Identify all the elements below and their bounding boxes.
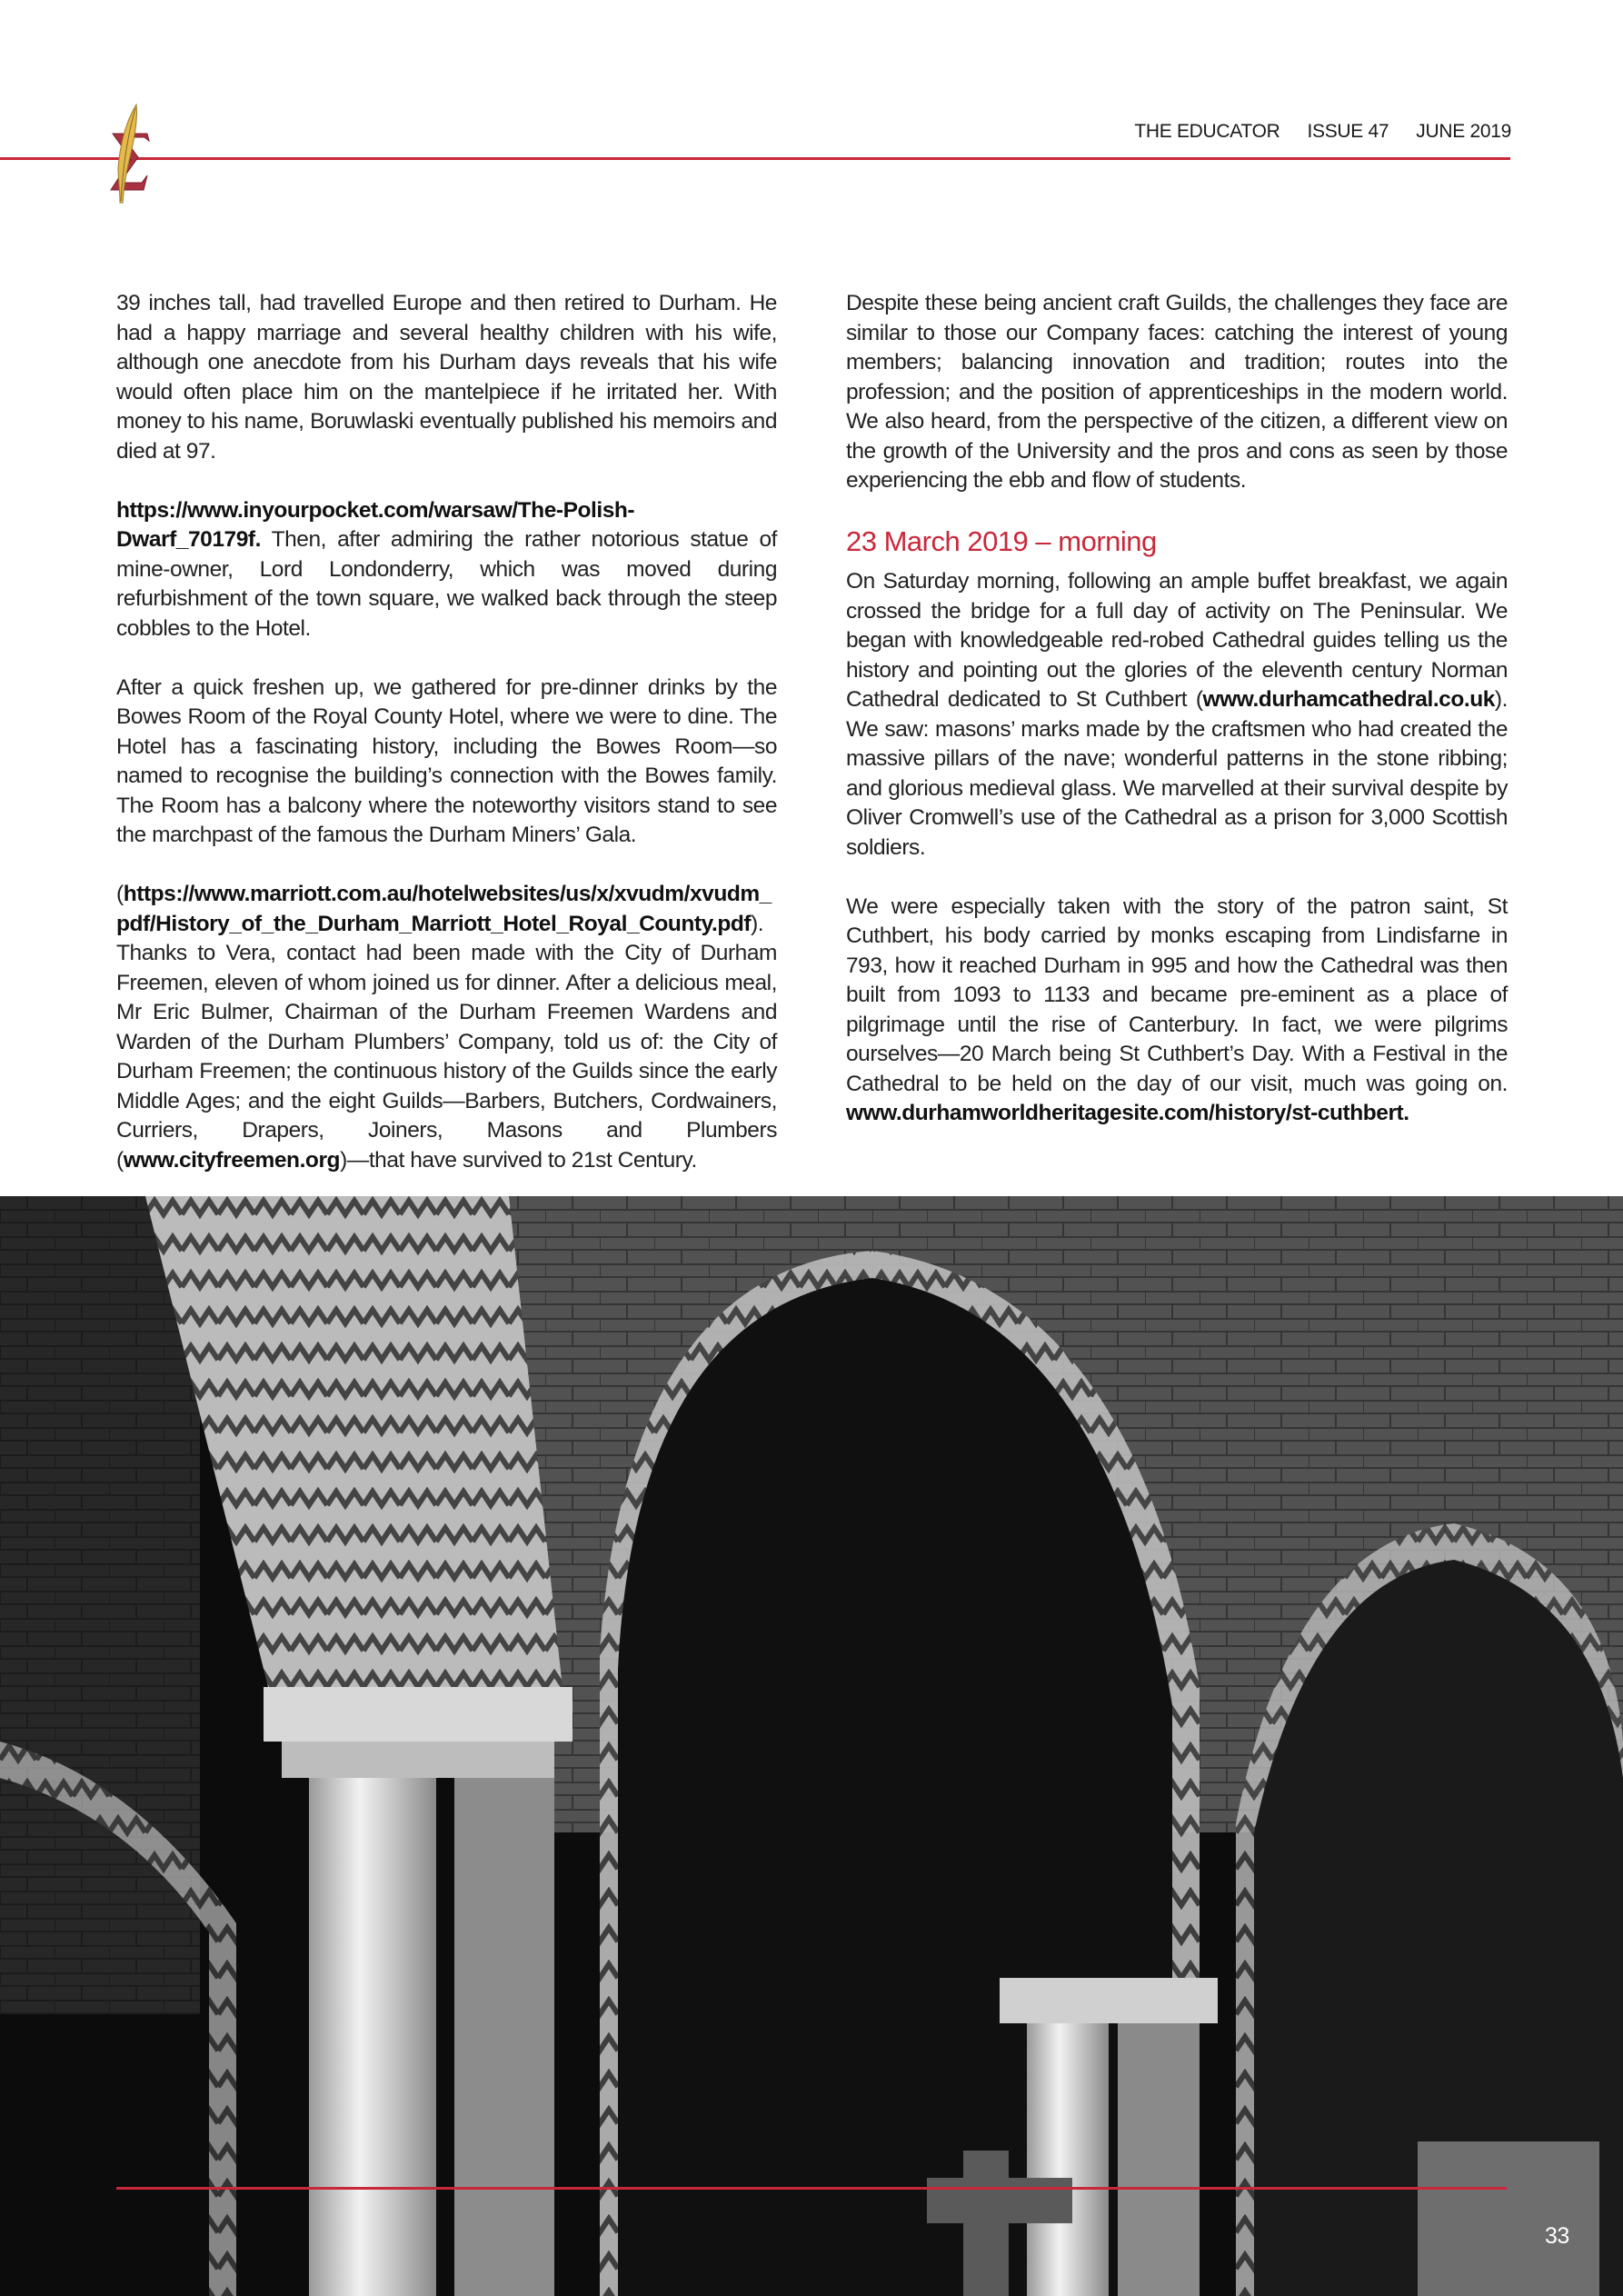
link-marriott-history[interactable]: https://www.marriott.com.au/hotelwebsites/us/x/xvudm/xvudm_pdf/History_of_the_Durham_Marriott_Hotel_Royal_County.pdf xyxy=(116,882,772,936)
footer-rule xyxy=(116,2187,1507,2190)
photo-illustration xyxy=(0,1196,1623,2296)
left-column xyxy=(116,289,777,1205)
paragraph: After a quick freshen up, we gathered for pre-dinner drinks by the Bowes Room of the Royal County Hotel, where we were to dine. The Hotel has a fascinating history, including the Bowes Room—so named to recognise the building’s connection with the Bowes family. The Room has a balcony where the noteworthy visitors stand to see the marchpast of the famous the Durham Miners’ Gala. xyxy=(116,674,777,847)
section-heading: 23 March 2019 – morning xyxy=(846,525,1157,557)
page-number: 33 xyxy=(1545,2223,1569,2249)
issue-number: ISSUE 47 xyxy=(1307,121,1389,142)
right-column xyxy=(846,289,1508,1158)
paragraph: We were especially taken with the story of the patron saint, St Cuthbert, his body carried by monks escaping from Lindisfarne in 793, how it reached Durham in 995 and how the Cathedral was then built from 1093 to 1133 and became pre-eminent as a place of pilgrimage until the rise of Canterbury. In fact, we were pilgrims ourselves—20 March being St Cuthbert’s Day. With a Festival in the Cathedral to be held on the day of our visit, much was going on. www.durhamworldheritagesite.com/history/st-cuthbert. xyxy=(846,893,1508,1125)
link-durhamworldheritage[interactable]: www.durhamworldheritagesite.com/history/st-cuthbert. xyxy=(846,1101,1409,1125)
header-rule xyxy=(0,157,1510,160)
paragraph: 39 inches tall, had travelled Europe and then retired to Durham. He had a happy marriage and several healthy children with his wife, although one anecdote from his Durham days reveals that his wife would often place him on the mantelpiece if he irritated her. With money to his name, Boruwlaski eventually published his memoirs and died at 97. xyxy=(116,291,777,464)
paragraph: (https://www.marriott.com.au/hotelwebsites/us/x/xvudm/xvudm_pdf/History_of_the_Durham_Marriott_Hotel_Royal_County.pdf). Thanks to Vera, contact had been made with the City of Durham Freemen, eleven of whom joined us for dinner. After a delicious meal, Mr Eric Bulmer, Chairman of the Durham Freemen Wardens and Warden of the Durham Plumbers’ Company, told us of: the City of Durham Freemen; the continuous history of the Guilds since the early Middle Ages; and the eight Guilds—Barbers, Butchers, Cordwainers, Curriers, Drapers, Joiners, Masons and Plumbers (www.cityfreemen.org)—that have survived to 21st Century. xyxy=(116,882,777,1173)
quill-sigma-logo-icon xyxy=(102,103,160,205)
publication-title: THE EDUCATOR xyxy=(1134,121,1280,142)
paragraph: Despite these being ancient craft Guilds, the challenges they face are similar to those our Company faces: catching the interest of young members; balancing innovation and tradition; routes into the profession; and the position of apprenticeships in the modern world. We also heard, from the perspective of the citizen, a different view on the growth of the University and the pros and cons as seen by those experiencing the ebb and flow of students. xyxy=(846,291,1508,493)
issue-date: JUNE 2019 xyxy=(1416,121,1511,142)
link-durhamcathedral[interactable]: www.durhamcathedral.co.uk xyxy=(1202,687,1495,712)
link-cityfreemen[interactable]: www.cityfreemen.org xyxy=(123,1147,341,1173)
masthead xyxy=(1134,121,1511,143)
link-inyourpocket[interactable]: https://www.inyourpocket.com/warsaw/The-Polish-Dwarf_70179f. xyxy=(116,497,635,552)
cathedral-arches-photo xyxy=(0,1196,1623,2296)
paragraph: https://www.inyourpocket.com/warsaw/The-Polish-Dwarf_70179f. Then, after admiring the rather notorious statue of mine-owner, Lord Londonderry, which was moved during refurbishment of the town square, we walked back through the steep cobbles to the Hotel. xyxy=(116,497,777,641)
paragraph: On Saturday morning, following an ample buffet breakfast, we again crossed the bridge for a full day of activity on The Peninsular. We began with knowledgeable red-robed Cathedral guides telling us the history and pointing out the glories of the eleventh century Norman Cathedral dedicated to St Cuthbert (www.durhamcathedral.co.uk). We saw: masons’ marks made by the craftsmen who had created the massive pillars of the nave; wonderful patterns in the stone ribbing; and glorious medieval glass. We marvelled at their survival despite by Oliver Cromwell’s use of the Cathedral as a prison for 3,000 Scottish soldiers. xyxy=(846,569,1508,860)
